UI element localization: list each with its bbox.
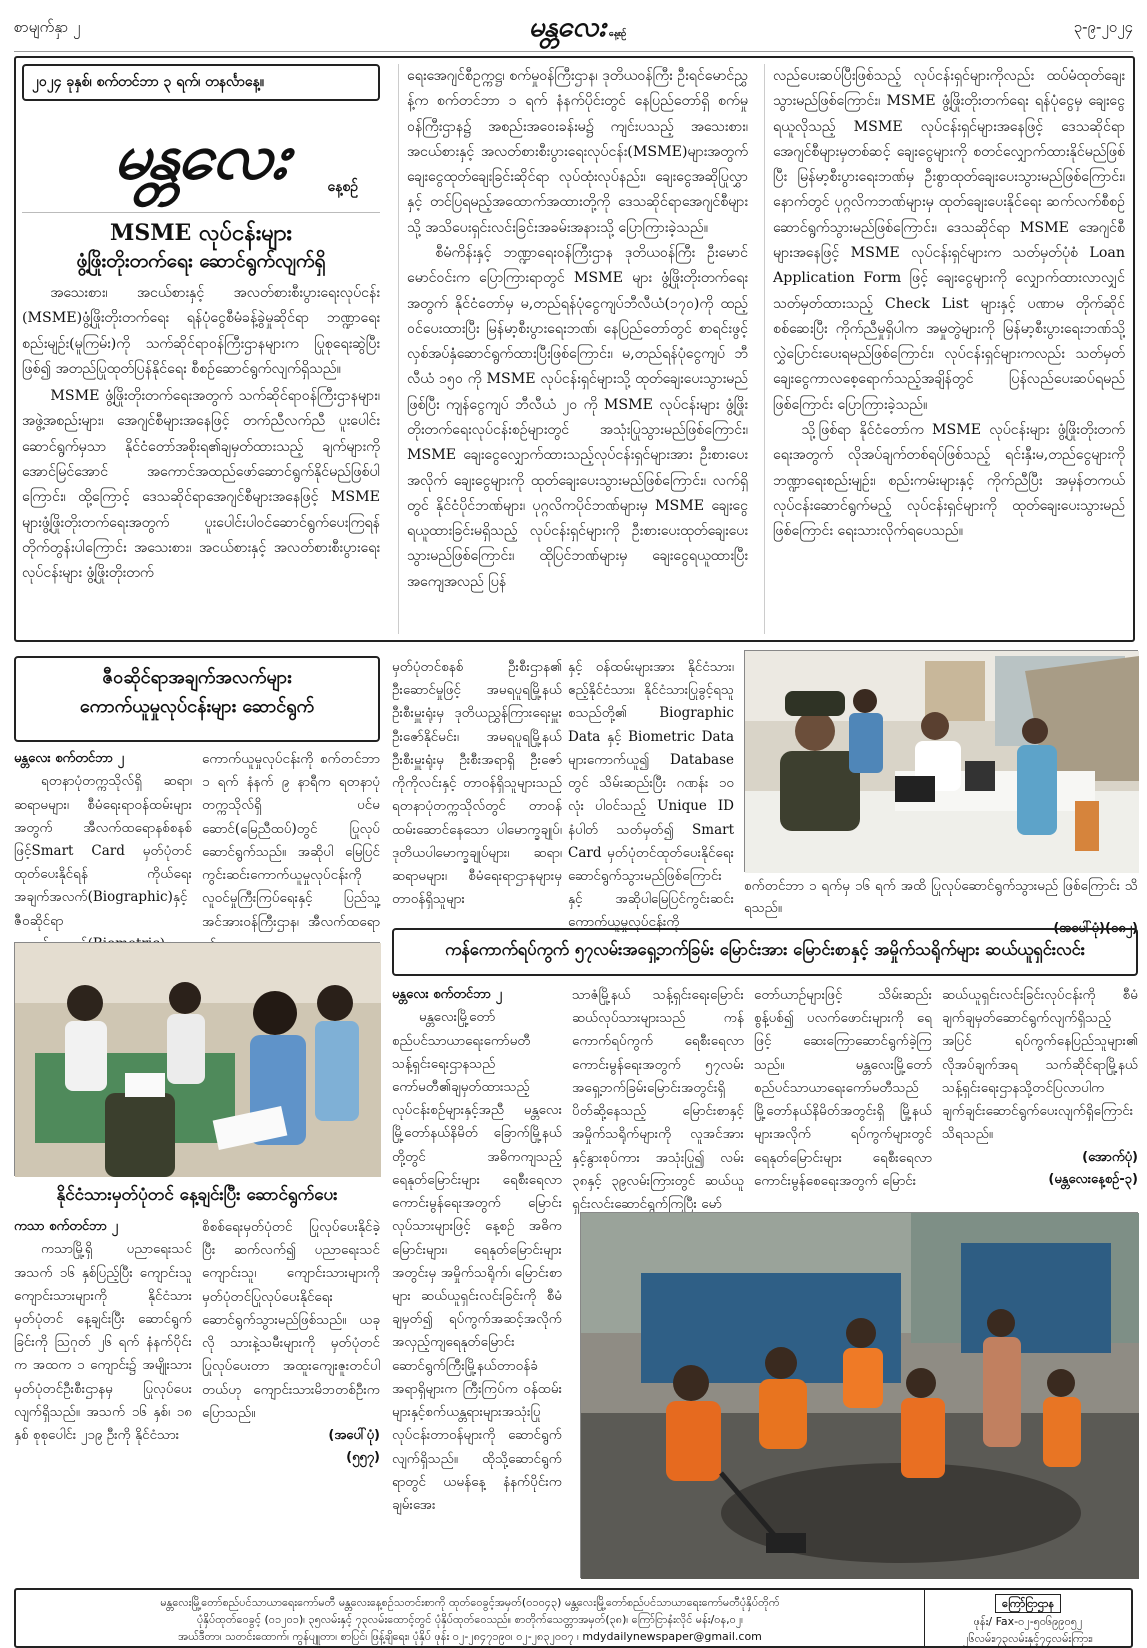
- page-footer: [14, 1588, 1133, 1648]
- road-text: မန္တလေးမြို့တော်စည်ပင်သာယာရေးကော်မတီ သန့်ရှင်းရေးဌာနသည် ကော်မတီ၏ချမှတ်ထားသည့် လုပ်ငန်းစဉ်များနှင့်အညီ မန္တလေးမြို့တော်နယ်နိမိတ် ခြောက်မြို့နယ်တို့တွင် အဓိကကျသည့် ရေနုတ်မြောင်းများ ရေစီးရေလာကောင်းမွန်ရေးအတွက် မြောင်းလုပ်သားများဖြင့် နေ့စဉ် အဓိကမြောင်းများ၊ ရေနုတ်မြောင်းများအတွင်းမှ အမှိုက်သရိုက်၊ မြောင်းစာများ ဆယ်ယူရှင်းလင်းခြင်းကို စီမံချမှတ်၍ ရပ်ကွက်အဆင့်အလိုက် အလှည့်ကျရေနုတ်မြောင်း ဆောင်ရွက်ကြီးမြို့နယ်တာဝန်ခံ အရာရှိများက ကြီးကြပ်က ဝန်ထမ်းများနှင့်စက်ယန္တရားများအသုံးပြု လုပ်ငန်းတာဝန်များကို ဆောင်ရွက်လျက်ရှိသည်။ ထိုသို့ဆောင်ရွက်ရာတွင် ယမန်နေ့ နံနက်ပိုင်းက ချမ်းအေး: [392, 1009, 562, 1513]
- biometric-text: ရတနာပုံတက္ကသိုလ်ရှိ ဆရာ၊ ဆရာမများ၊ စီမံရေးရာဝန်ထမ်းများအတွက် အီလက်ထရောနစ်စနစ်ဖြင့်Smart Card မှတ်ပုံတင်ထုတ်ပေးနိုင်ရန် ကိုယ်ရေးအချက်အလက်(Biographic)နှင့် ဇီဝဆိုင်ရာ: [14, 773, 192, 929]
- biometric-text: နှင့် ဝန်ထမ်းများအား နိုင်ငံသား၊ ဧည့်နိုင်ငံသား၊ နိုင်ငံသားပြုခွင့်ရသူစသည်တို့၏ Biographic Data နှင့် Biometric Data များကောက်ယူ၍ Database တွင် သိမ်းဆည်းပြီး ဂဏန်း ၁၀ လုံး ပါဝင်သည့် Unique ID နံပါတ် သတ်မှတ်၍ Smart Card မှတ်ပုံတင်ထုတ်ပေးနိုင်ရေးဆောင်ရွက်သွားမည်ဖြစ်ကြောင်းနှင့် အဆိုပါမြေပြင်ကွင်းဆင်းကောက်ယူမှုလုပ်ငန်းကို: [568, 659, 734, 931]
- road-photo-source: (အောက်ပုံ): [1082, 1149, 1138, 1165]
- biometric-byline: မန္တလေး စက်တင်ဘာ ၂: [14, 751, 124, 766]
- road-column-3: [754, 984, 932, 1204]
- lead-headline-line1: MSME လုပ်ငန်းများ: [109, 219, 293, 246]
- masthead-logo-sub: နေ့စဉ်: [327, 179, 358, 195]
- footer-line: ပုံနှိပ်ထုတ်ဝေခွင့် (၀၁၂၀၁)၊ ၃၅လမ်းနှင့် ၇၃လမ်းထောင့်တွင် ပုံနှိပ်ထုတ်ဝေသည်။ စာတိုက်သေတ္တာအမှတ်(၃၈)၊ ကြော်ငြာနံးလိုင် မန်း/၀န,၀၂၊: [196, 1613, 743, 1627]
- masthead-small: [529, 8, 626, 50]
- student-column-2: [202, 1216, 380, 1576]
- biometric-text: မှတ်ပုံတင်စနစ် ဦးစီးဌာန၏ ဦးဆောင်မှုဖြင့် အမရပူရမြို့နယ် ဦးစီးမှူးရုံးမှ ဒုတိယညွှန်ကြားရေးမှူး ဦးဇော်နိုင်မင်း၊ အမရပူရမြို့နယ် ဦးစီးမှူးရုံးမှ ဦးစီးအရာရှိ ဦးဇော်ကိုကိုလင်းနှင့် တာဝန်ရှိသူများသည် ရတနာပုံတက္ကသိုလ်တွင် တာဝန်ထမ်းဆောင်နေသော ပါမောက္ခချုပ်၊ ဒုတိယပါမောက္ခချုပ်များ၊ ဆရာ၊ ဆရာမများ၊ စီမံရေးရာဌာနများမှ တာဝန်ရှိသူများ: [392, 659, 562, 908]
- biometric-column-3: [392, 656, 562, 932]
- biometric-title-line1: ဇီဝဆိုင်ရာအချက်အလက်များ: [102, 667, 292, 688]
- page-number: စာမျက်နှာ ၂: [14, 17, 81, 36]
- biometric-column-2: [202, 748, 380, 932]
- photo-biometric-source: (အပေါ်ပုံ)(၀၈၂): [1053, 921, 1138, 937]
- lead-paragraph: MSME ဖွံ့ဖြိုးတိုးတက်ရေးအတွက် သက်ဆိုင်ရာဝန်ကြီးဌာနများ၊ အဖွဲ့အစည်းများ၊ အေဂျင်စီများအနေဖြင့် တက်ညီလက်ညီ ပူးပေါင်းဆောင်ရွက်မှသာ နိုင်ငံတော်အစိုးရ၏ချမှတ်ထားသည့် ချက်များကို အောင်မြင်အောင် အကောင်အထည်ဖော်ဆောင်ရွက်နိုင်မည်ဖြစ်ပါကြောင်း၊ ထို့ကြောင့် ဒေသဆိုင်ရာအေဂျင်စီများအနေဖြင့် MSME များဖွံ့ဖြိုးတိုးတက်ရေးအတွက် ပူးပေါင်းပါဝင်ဆောင်ရွက်ပေးကြရန် တိုက်တွန်းပါကြောင်း အသေးစား၊ အငယ်စားနှင့် အလတ်စားစီးပွားရေးလုပ်ငန်းများ ဖွံ့ဖြိုးတိုးတက်: [22, 388, 380, 582]
- student-source-code: (၅၅၇): [346, 1450, 380, 1466]
- lead-paragraph: လည်ပေးဆပ်ပြီးဖြစ်သည့် လုပ်ငန်းရှင်များကိုလည်း ထပ်မံထုတ်ချေးသွားမည်ဖြစ်ကြောင်း၊ MSME ဖွံ့ဖြိုးတိုးတက်ရေး ရန်ပုံငွေမှ ချေးငွေရယူလိုသည့် MSME လုပ်ငန်းရှင်များအနေဖြင့် ဒေသဆိုင်ရာအေဂျင်စီများမှတစ်ဆင့် ချေးငွေများကို စတင်လျှောက်ထားနိုင်မည်ဖြစ်ပြီး မြန်မာ့စီးပွားရေးဘဏ်မှ ဦးစွာထုတ်ချေးပေးသွားမည်ဖြစ်ကြောင်း၊ နောက်တွင် ပုဂ္ဂလိကဘဏ်များမှ ထုတ်ချေးပေးနိုင်ရေး ဆက်လက်စီစဉ်ဆောင်ရွက်သွားမည်ဖြစ်ကြောင်း၊ ဒေသဆိုင်ရာ MSME အေဂျင်စီများအနေဖြင့် MSME လုပ်ငန်းရှင်များက သတ်မှတ်ပုံစံ Loan Application Form ဖြင့် ချေးငွေများကို လျှောက်ထားလာလျှင် သတ်မှတ်ထားသည့် Check List များနှင့် ပဏာမ တိုက်ဆိုင်စစ်ဆေးပြီး ကိုက်ညီမှုရှိပါက အမှုတွဲများကို မြန်မာ့စီးပွားရေးဘဏ်သို့ လွှဲပြောင်းပေးရမည်ဖြစ်ကြောင်း၊ လုပ်ငန်းရှင်များကလည်း သတ်မှတ်ချေးငွေကာလစေ့ရောက်သည့်အချိန်တွင် ပြန်လည်ပေးဆပ်ရမည်ဖြစ်ကြောင်း ပြောကြားခဲ့သည်။: [773, 68, 1125, 413]
- road-text: သာဇံမြို့နယ် သန့်ရှင်းရေးမြောင်းဆယ်လုပ်သားများသည် ကန်ကောက်ရပ်ကွက် ရေစီးရေလာကောင်းမွန်ရေးအတွက် ၅၇လမ်း အရှေ့ဘက်ခြမ်းမြောင်းအတွင်းရှိ ပိတ်ဆို့နေသည့် မြောင်းစာနှင့် အမှိုက်သရိုက်များကို လူအင်အားနှင့်နွားစုပ်ကား အသုံးပြု၍ လမ်း ၃၈နှင့် ၃၉လမ်းကြားတွင် ဆယ်ယူရှင်းလင်းဆောင်ရွက်ကြပြီး မော်: [572, 987, 744, 1212]
- masthead-small-logo: မန္တလေး: [528, 9, 605, 43]
- photo-drain-cleaning-image: [581, 1213, 1139, 1579]
- student-story-title: နိုင်ငံသားမှတ်ပုံတင် နေ့ချင်းပြီး ဆောင်ရွက်ပေး: [56, 1185, 338, 1205]
- student-text: စိစစ်ရေးမှတ်ပုံတင် ပြုလုပ်ပေးနိုင်ခဲ့ပြီး ဆက်လက်၍ ပညာရေးသင်ကျောင်းသူ၊ ကျောင်းသားများကို မှတ်ပုံတင်ပြုလုပ်ပေးနိုင်ရေး ဆောင်ရွက်သွားမည်ဖြစ်သည်။ ယခုလို သားနဲ့သမီးများကို မှတ်ပုံတင်ပြုလုပ်ပေးတာ အထူးကျေးဇူးတင်ပါတယ်ဟု ကျောင်းသားမိဘတစ်ဦးက ပြောသည်။: [202, 1219, 380, 1421]
- lead-paragraph: စီမံကိန်းနှင့် ဘဏ္ဍာရေးဝန်ကြီးဌာန ဒုတိယဝန်ကြီး ဦးမောင်မောင်ဝင်းက ပြောကြားရာတွင် MSME များ ဖွံ့ဖြိုးတိုးတက်ရေးအတွက် နိုင်ငံတော်မှ မ,တည်ရန်ပုံငွေကျပ်ဘီလီယံ(၁၇၀)ကို ထည့်ဝင်ပေးထားပြီး မြန်မာ့စီးပွားရေးဘဏ်၊ နေပြည်တော်တွင် စာရင်းဖွင့်လှစ်အပ်နှံဆောင်ရွက်ထားပြီးဖြစ်ကြောင်း၊ မ,တည်ရန်ပုံငွေကျပ် ဘီလီယံ ၁၅၀ ကို MSME လုပ်ငန်းရှင်များသို့ ထုတ်ချေးပေးသွားမည်ဖြစ်ပြီး ကျန်ငွေကျပ် ဘီလီယံ ၂၀ ကို MSME လုပ်ငန်းများ ဖွံ့ဖြိုးတိုးတက်ရေးလုပ်ငန်းစဉ်များတွင် အသုံးပြုသွားမည်ဖြစ်ကြောင်း၊ MSME ချေးငွေလျှောက်ထားသည့်လုပ်ငန်းရှင်များအား ဦးစားပေးအလိုက် ချေးငွေများကို ထုတ်ချေးပေးသွားမည်ဖြစ်ကြောင်း၊ လက်ရှိတွင် နိုင်ငံပိုင်ဘဏ်များ၊ ပုဂ္ဂလိကပိုင်ဘဏ်များမှ MSME ချေးငွေရယူထားခြင်းမရှိသည့် လုပ်ငန်းရှင်များကို ဦးစားပေးထုတ်ချေးပေးသွားမည်ဖြစ်ကြောင်း၊ ထိုပြင်ဘဏ်များမှ ချေးငွေရယူထားပြီး အကျေအလည် ပြန်: [407, 244, 748, 590]
- masthead-logo: [22, 105, 380, 213]
- footer-advert-phone: ဖုန်း/ Fax-၀၂-၅၀၆၉၉၀၅၂: [973, 1615, 1083, 1629]
- issue-date: ၃-၉-၂၀၂၄: [1073, 17, 1133, 36]
- road-source-code: (မန္တလေးနေ့စဉ်-၃): [1048, 1171, 1138, 1187]
- biometric-column-4: [568, 656, 734, 932]
- lead-column-1: [22, 64, 380, 634]
- student-text: ကသာမြို့ရှိ ပညာရေးသင်အသက် ၁၆ နှစ်ပြည့်ပြီး ကျောင်းသူ ကျောင်းသားများကို နိုင်ငံသားမှတ်ပုံတင် နေ့ချင်းပြီး ဆောင်ရွက်ခြင်းကို ဩဂုတ် ၂၆ ရက် နံနက်ပိုင်းက အထက ၁ ကျောင်း၌ အမျိုးသားမှတ်ပုံတင်ဦးစီးဌာနမှ ပြုလုပ်ပေးလျက်ရှိသည်။ အသက် ၁၆ နှစ်၊ ၁၈ နှစ် စုစုပေါင်း ၂၁၉ ဦးကို နိုင်ငံသား: [14, 1241, 192, 1444]
- road-text: ဆယ်ယူရှင်းလင်းခြင်းလုပ်ငန်းကို စီမံချက်ချမှတ်ဆောင်ရွက်လျက်ရှိသည့်အပြင် ရပ်ကွက်နေပြည်သူများ၏ လိုအပ်ချက်အရ သက်ဆိုင်ရာမြို့နယ် သန့်ရှင်းရေးဌာနသို့တင်ပြလာပါက ချက်ချင်းဆောင်ရွက်ပေးလျက်ရှိကြောင်း သိရသည်။: [942, 987, 1138, 1143]
- student-column-1: [14, 1216, 192, 1576]
- lead-paragraph: ရေးအေဂျင်စီဥက္ကဋ္ဌ၊ စက်မှုဝန်ကြီးဌာန၊ ဒုတိယဝန်ကြီး ဦးရင်မောင်ညွှန့်က စက်တင်ဘာ ၁ ရက် နံနက်ပိုင်းတွင် နေပြည်တော်ရှိ စက်မှုဝန်ကြီးဌာန၌ အစည်းအဝေးခန်းမ၌ ကျင်းပသည့် အသေးစား၊ အငယ်စားနှင့် အလတ်စားစီးပွားရေးလုပ်ငန်း(MSME)များအတွက် ချေးငွေထုတ်ချေးခြင်းဆိုင်ရာ လုပ်ထုံးလုပ်နည်း၊ ချေးငွေအဆိုပြုလွှာနှင့် တင်ပြရမည့်အထောက်အထားတို့ကို ဒေသဆိုင်ရာအေဂျင်စီများသို့ အသိပေးရှင်းလင်းခြင်းအခမ်းအနားသို့ ပြောကြားခဲ့သည်။: [407, 68, 748, 236]
- road-column-2: [572, 984, 744, 1212]
- lead-article: [14, 56, 1135, 642]
- lead-headline-line2: ဖွံ့ဖြိုးတိုးတက်ရေး ဆောင်ရွက်လျက်ရှိ: [76, 249, 326, 272]
- page-header: [14, 6, 1133, 52]
- biometric-title-line2: ကောက်ယူမှုလုပ်ငန်းများ ဆောင်ရွက်: [79, 695, 315, 717]
- masthead-small-sub: နေ့စဉ်: [608, 28, 626, 39]
- photo-biometric-caption-text: စက်တင်ဘာ ၁ ရက်မှ ၁၆ ရက် အထိ ပြုလုပ်ဆောင်ရွက်သွားမည် ဖြစ်ကြောင်း သိရသည်။: [744, 878, 1138, 916]
- footer-advert-dept: [925, 1590, 1131, 1646]
- lead-column-3: [764, 64, 1125, 634]
- lead-paragraph: အသေးစား၊ အငယ်စားနှင့် အလတ်စားစီးပွားရေးလုပ်ငန်း (MSME)ဖွံ့ဖြိုးတိုးတက်ရေး ရန်ပုံငွေစီမံခန့်ခွဲမှုဆိုင်ရာ ဘဏ္ဍာရေးစည်းမျဉ်း(မူကြမ်း)ကို သက်ဆိုင်ရာဝန်ကြီးဌာနများက ပြုစုရေးဆွဲပြီးဖြစ်၍ အတည်ပြုထုတ်ပြန်နိုင်ရေး စီစဉ်ဆောင်ရွက်လျက်ရှိသည်။: [22, 285, 380, 377]
- photo-drain-cleaning: [580, 1212, 1138, 1578]
- biometric-story: [14, 656, 734, 931]
- biometric-column-1: [14, 748, 192, 932]
- photo-student-registration-image: [15, 943, 381, 1177]
- lead-dateline: ၂၀၂၄ ခုနှစ်၊ စက်တင်ဘာ ၃ ရက်၊ တနင်္လာနေ့။: [22, 64, 380, 101]
- road-text: တော်ယာဉ်များဖြင့် သိမ်းဆည်းစွန့်ပစ်၍ ပလက်ဖောင်းများကို ရေဖြင့် ဆေးကြောဆောင်ရွက်ခဲ့ကြသည်။ မန္တလေးမြို့တော်စည်ပင်သာယာရေးကော်မတီသည် မြို့တော်နယ်နိမိတ်အတွင်းရှိ မြို့နယ်များအလိုက် ရပ်ကွက်များတွင် ရေနုတ်မြောင်းများ ရေစီးရေလာကောင်းမွန်စေရေးအတွက် မြောင်း: [754, 987, 932, 1189]
- road-story-title: ကန်ကောက်ရပ်ကွက် ၅၇လမ်းအရှေ့ဘက်ခြမ်း မြောင်းအား မြောင်းစာနှင့် အမှိုက်သရိုက်များ ဆယ်ယူရှင်းလင်း: [392, 928, 1138, 976]
- road-column-1: [392, 984, 562, 1578]
- lead-column-2: [398, 64, 748, 634]
- footer-line: အယ်ဒီတာ၊ သတင်းထောက်၊ ကွန်ပျူတာ၊ စာပြင်၊ ဖြန့်ချိရေး၊ ပုံနှိပ် ဖုန်း ၀၂-၂၈၄၇၁၉၀၊ ၀၂-၂၈၃၂၀၀၇ ၊ mdydailynewspaper@gmail.com: [178, 1630, 762, 1644]
- student-photo-source: (အပေါ်ပုံ): [328, 1427, 380, 1443]
- photo-student-registration: [14, 942, 380, 1176]
- photo-biometric-registration-image: [745, 651, 1139, 873]
- footer-imprint: [16, 1590, 925, 1646]
- lead-paragraph: သို့ဖြစ်ရာ နိုင်ငံတော်က MSME လုပ်ငန်းများ ဖွံ့ဖြိုးတိုးတက်ရေးအတွက် လိုအပ်ချက်တစ်ရပ်ဖြစ်သည့် ရင်းနှီးမ,တည်ငွေများကို ဘဏ္ဍာရေးစည်းမျဉ်း၊ စည်းကမ်းများနှင့် ကိုက်ညီပြီး အမှန်တကယ်လုပ်ငန်းဆောင်ရွက်မည့် လုပ်ငန်းရှင်များကို ထုတ်ချေးပေးသွားမည်ဖြစ်ကြောင်း ရေးသားလိုက်ရပေသည်။: [773, 421, 1125, 540]
- footer-line: မန္တလေးမြို့တော်စည်ပင်သာယာရေးကော်မတီ မန္တလေးနေ့စဉ်သတင်းစာကို ထုတ်ဝေခွင့်အမှတ်(၀၁၀၄၃) မန္တလေးမြို့တော်စည်ပင်သာယာရေးကော်မတီပုံနှိပ်တိုက်: [160, 1596, 780, 1609]
- biometric-text: ကောက်ယူမှုလုပ်ငန်းကို စက်တင်ဘာ ၁ ရက် နံနက် ၉ နာရီက ရတနာပုံတက္ကသိုလ်ရှိ ပင်မဆောင်(မြေညီထပ်)တွင် ပြုလုပ်ဆောင်ရွက်သည်။ အဆိုပါ မြေပြင်ကွင်းဆင်းကောက်ယူမှုလုပ်ငန်းကို လူဝင်မှုကြီးကြပ်ရေးနှင့် ပြည်သူ့အင်အားဝန်ကြီးဌာန၊ အီလက်ထရော: [202, 751, 380, 930]
- student-byline: ကသာ စက်တင်ဘာ ၂: [14, 1219, 118, 1234]
- road-column-4: [942, 984, 1138, 1204]
- road-byline: မန္တလေး စက်တင်ဘာ ၂: [392, 987, 502, 1002]
- masthead-logo-text: မန္တလေး: [110, 120, 293, 195]
- footer-advert-heading: ကြော်ငြာဌာန: [995, 1594, 1061, 1613]
- photo-biometric-registration: [744, 650, 1138, 872]
- footer-advert-address: ၂၆လမ်း၊၇၃လမ်းနှင့်၇၄လမ်းကြား၊: [963, 1632, 1093, 1646]
- biometric-story-title: [14, 656, 380, 742]
